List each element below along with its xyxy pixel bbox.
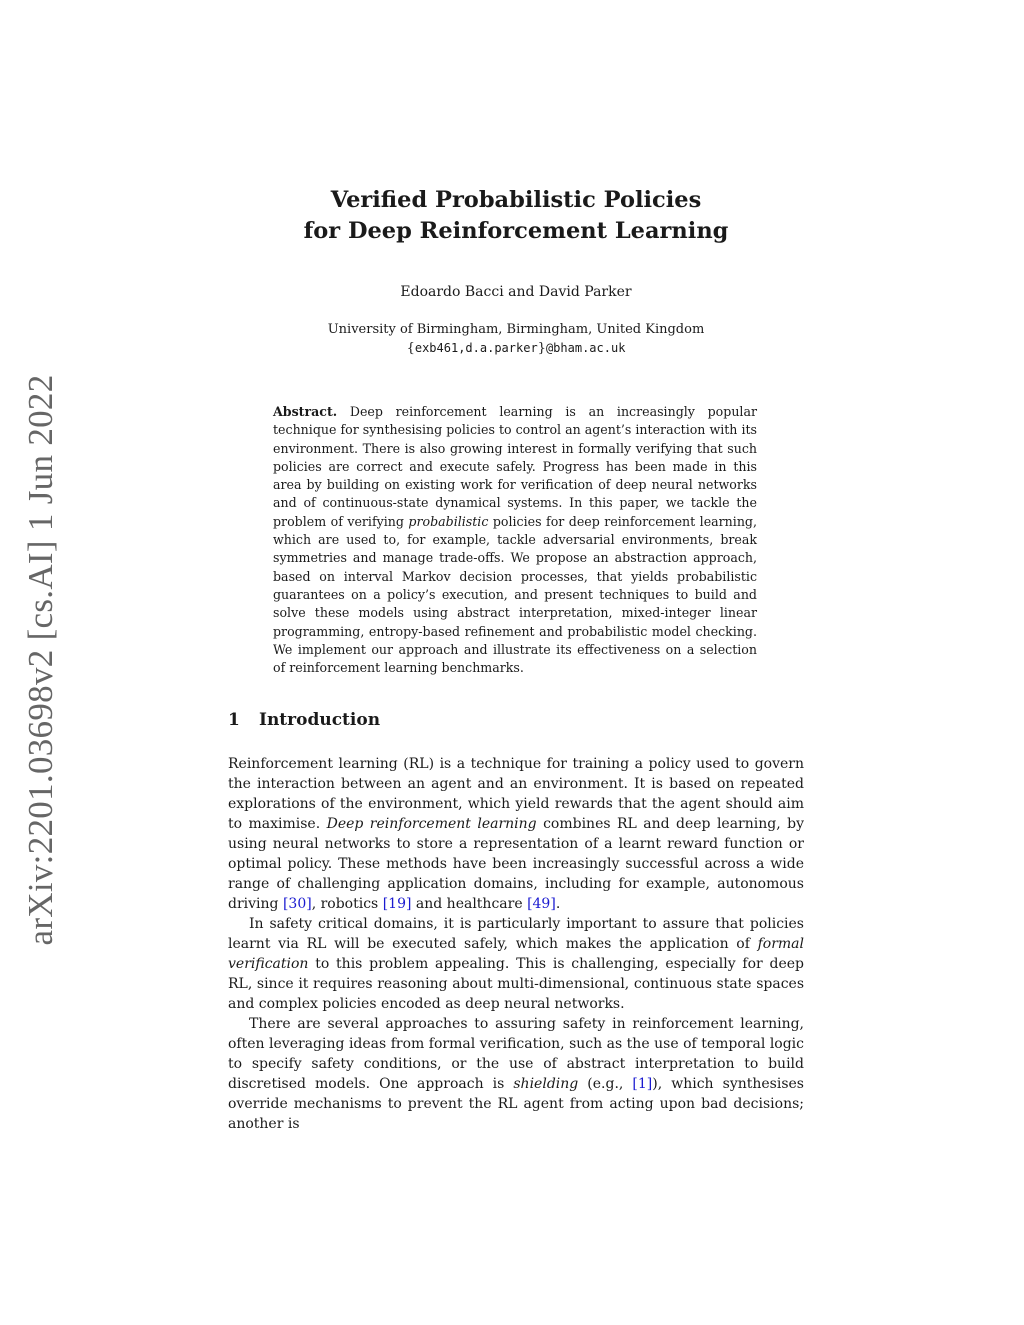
p2-emphasis: formal verification [228,936,804,972]
abstract-text-2: policies for deep reinforcement learning, which are used to, for example, tackle adversarial environments, break symmetries and manage trade-offs. We propose an abstraction approach, based on interval Markov decision processes, that yields probabilistic guarantees on a policy’s execution, and present techniques to build and solve these models using abstract interpretation, mixed-integer linear programming, entropy-based refinement and probabilistic model checking. We implement our approach and illustrate its effectiveness on a selection of reinforcement learning benchmarks. [273,513,758,676]
email-brace-close: } [537,341,546,356]
affiliation: University of Birmingham, Birmingham, United Kingdom [327,322,705,337]
citation-link[interactable]: [49] [527,896,556,912]
p1-emphasis: Deep reinforcement learning [326,816,537,832]
email-domain: @bham.ac.uk [545,341,626,355]
title-line-1: Verified Probabilistic Policies [330,187,702,213]
arxiv-stamp-container [0,374,82,946]
paragraph-3 [228,1014,804,1134]
p1-text-d: and healthcare [411,896,528,912]
email-addresses: exb461,d.a.parker [414,341,538,355]
abstract-emphasis: probabilistic [408,513,489,529]
citation-link[interactable]: [30] [282,896,312,912]
paragraph-1 [228,754,804,914]
section-heading [228,710,380,730]
p1-text-c: , robotics [311,896,383,912]
p3-text-a: There are several approaches to assuring safety in reinforcement learning, often leveraging ideas from formal verification, such as the use of temporal logic to specify safety conditions, or the use of abstract interpretation to build discretised models. One approach is [228,1016,804,1092]
abstract [273,403,757,677]
abstract-label: Abstract. [273,404,338,419]
title-line-2: for Deep Reinforcement Learning [303,218,729,244]
p1-text-b: combines RL and deep learning, by using neural networks to store a representation of a learnt reward function or optimal policy. These methods have been increasingly successful across a wide range of challenging application domains, including for example, autonomous driving [228,816,804,912]
email-line [228,339,804,358]
citation-link[interactable]: [1] [632,1076,653,1092]
paper-title [228,185,804,247]
affiliation-block [228,320,804,358]
email-brace-open: { [406,341,415,356]
paragraph-2 [228,914,804,1014]
p2-text-b: to this problem appealing. This is challenging, especially for deep RL, since it requires reasoning about multi-dimensional, continuous state spaces and complex policies encoded as deep neural networks. [228,956,804,1012]
p3-text-b: (e.g., [578,1076,633,1092]
abstract-text-1: Deep reinforcement learning is an increasingly popular technique for synthesising policies to control an agent’s interaction with its environment. There is also growing interest in formally verifying that such policies are correct and execute safely. Progress has been made in this area by building on existing work for verification of deep neural networks and of continuous-state dynamical systems. In this paper, we tackle the problem of verifying [273,404,757,529]
p1-text-a: Reinforcement learning (RL) is a technique for training a policy used to govern the interaction between an agent and an environment. It is based on repeated explorations of the environment, which yield rewards that the agent should aim to maximise. [228,756,804,832]
p2-text-a: In safety critical domains, it is particularly important to assure that policies learnt via RL will be executed safely, which makes the application of [228,916,804,952]
p3-text-c: ), which synthesises override mechanisms to prevent the RL agent from acting upon bad decisions; another is [228,1076,804,1132]
arxiv-identifier: arXiv:2201.03698v2 [cs.AI] 1 Jun 2022 [21,374,60,946]
section-number: 1 [228,710,240,730]
body-text [228,754,804,1134]
p3-emphasis: shielding [513,1076,579,1092]
p1-text-e: . [555,896,561,912]
authors: Edoardo Bacci and David Parker [400,284,632,300]
section-title: Introduction [259,710,381,730]
citation-link[interactable]: [19] [382,896,412,912]
